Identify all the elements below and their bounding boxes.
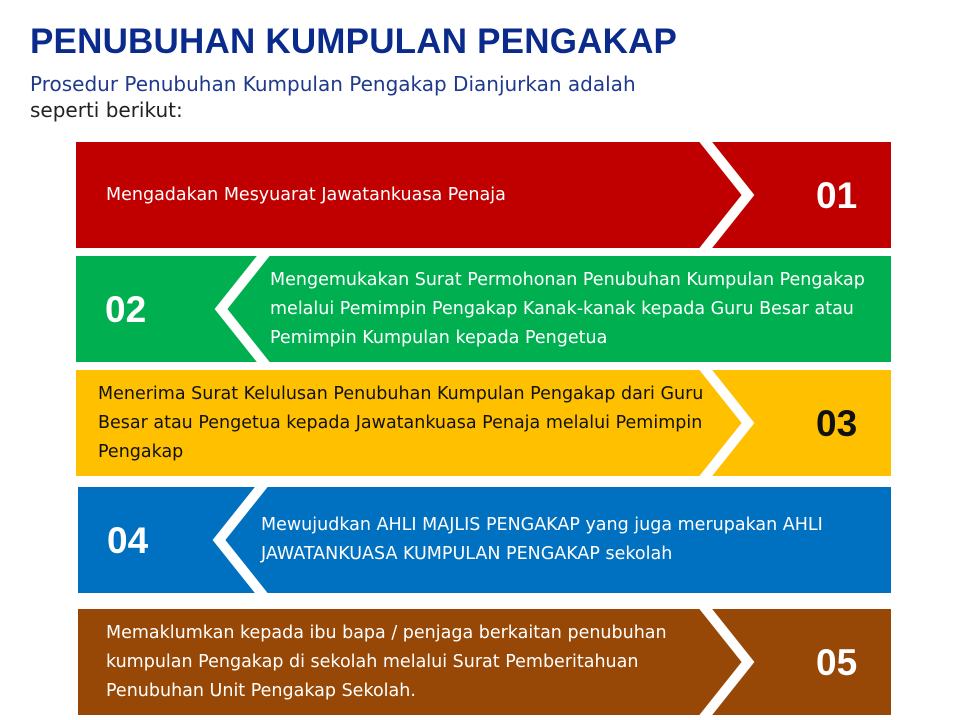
step-01-text: Mengadakan Mesyuarat Jawatankuasa Penaja bbox=[106, 185, 506, 205]
step-03-number: 03 bbox=[816, 403, 858, 444]
step-05-text: Memaklumkan kepada ibu bapa / penjaga berkaitan penubuhan kumpulan Pengakap di sekolah melalui Surat Pemberitahuan Penubuhan Unit Pengakap Sekolah. bbox=[106, 623, 667, 701]
step-03-text: Menerima Surat Kelulusan Penubuhan Kumpulan Pengakap dari Guru Besar atau Pengetua kepada Jawatankuasa Penaja melalui Pemimpin Pengakap bbox=[98, 384, 704, 462]
step-03 bbox=[76, 370, 891, 476]
step-02 bbox=[76, 256, 891, 362]
step-04 bbox=[78, 487, 891, 593]
page-subtitle bbox=[30, 71, 730, 123]
subtitle-line-2: seperti berikut: bbox=[30, 98, 183, 122]
subtitle-line-1: Prosedur Penubuhan Kumpulan Pengakap Dianjurkan adalah bbox=[30, 72, 636, 96]
step-02-number: 02 bbox=[105, 289, 147, 330]
step-04-text: Mewujudkan AHLI MAJLIS PENGAKAP yang juga merupakan AHLI JAWATANKUASA KUMPULAN PENGAKAP sekolah bbox=[261, 515, 823, 564]
step-04-number: 04 bbox=[107, 520, 149, 561]
page-title: PENUBUHAN KUMPULAN PENGAKAP bbox=[30, 22, 678, 61]
step-01-number: 01 bbox=[816, 175, 858, 216]
step-05 bbox=[78, 609, 891, 715]
step-02-text: Mengemukakan Surat Permohonan Penubuhan Kumpulan Pengakap melalui Pemimpin Pengakap Kanak-kanak kepada Guru Besar atau Pemimpin Kumpulan kepada Pengetua bbox=[270, 270, 865, 348]
step-01 bbox=[76, 142, 891, 248]
step-05-number: 05 bbox=[816, 642, 858, 683]
